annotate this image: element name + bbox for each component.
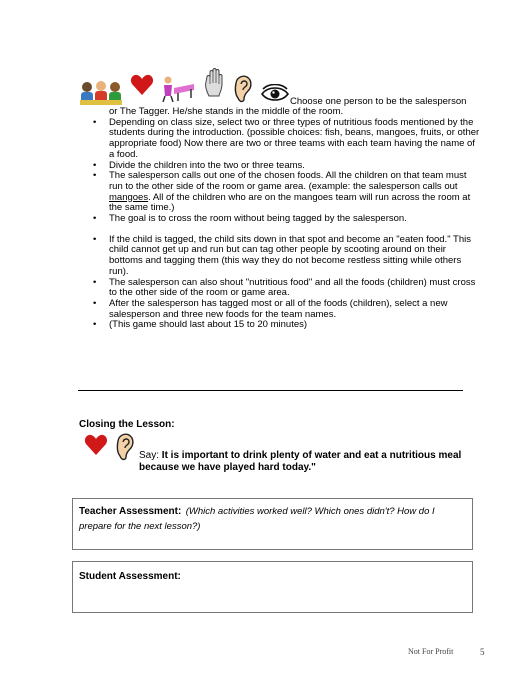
say-label: Say: — [139, 450, 162, 461]
closing-heading: Closing the Lesson: — [79, 419, 175, 430]
game-instructions-list — [92, 107, 482, 331]
list-item: • The goal is to cross the room without being tagged by the salesperson. — [92, 214, 482, 225]
list-item: • After the salesperson has tagged most or all of the foods (children), select a new salesperson and three new foods for the team names. — [92, 299, 482, 320]
student-assessment-box[interactable] — [72, 561, 473, 613]
section-divider — [78, 390, 463, 391]
list-item: • (This game should last about 15 to 20 minutes) — [92, 320, 482, 331]
teacher-assessment-question: (Which activities worked well? Which ones didn't? How do I prepare for the next lesson?) — [79, 506, 435, 532]
hand-icon — [203, 68, 227, 98]
person-at-table-icon — [160, 76, 196, 102]
page-number: 5 — [480, 647, 485, 657]
ear-icon — [114, 432, 136, 462]
teacher-assessment-label: Teacher Assessment: — [79, 506, 182, 517]
underlined-food: mangoes — [109, 191, 149, 203]
intro-text: Choose one person to be the salesperson — [290, 96, 467, 107]
list-item: • Depending on class size, select two or three types of nutritious foods mentioned by the students during the introduction. (possible choices: fish, beans, mangoes, fruits, or other appropriate food) Now there are two or three teams with each team having the name of a food. — [92, 118, 482, 161]
heart-icon — [83, 434, 109, 456]
list-item: • The salesperson can also shout "nutritious food" and all the foods (children) must cross to the other side of the room or game area. — [92, 278, 482, 299]
teacher-assessment-box[interactable] — [72, 498, 473, 550]
activity-icons — [78, 68, 290, 106]
say-text: It is important to drink plenty of water and eat a nutritious meal because we have played hard today." — [139, 450, 462, 473]
footer-text: Not For Profit — [408, 647, 454, 656]
intro-continuation: or The Tagger. He/she stands in the middle of the room. — [109, 106, 344, 117]
closing-statement — [139, 450, 484, 474]
list-item: • Divide the children into the two or three teams. — [92, 161, 482, 172]
list-item: • If the child is tagged, the child sits down in that spot and become an "eaten food." This child cannot get up and run but can tag other people by scooting around on their bottoms and tagging them (this way they do not become restless sitting while others run). — [92, 235, 482, 278]
eye-icon — [260, 84, 290, 104]
list-item: • The salesperson calls out one of the chosen foods. All the children on that team must run to the other side of the room or game area. (example: the salesperson calls out mangoes. All of the children who are on the mangoes team will run across the room at the same time.) — [92, 171, 482, 214]
heart-icon — [130, 74, 154, 96]
people-group-icon — [78, 80, 124, 106]
ear-icon — [232, 74, 254, 104]
student-assessment-label: Student Assessment: — [79, 571, 181, 582]
